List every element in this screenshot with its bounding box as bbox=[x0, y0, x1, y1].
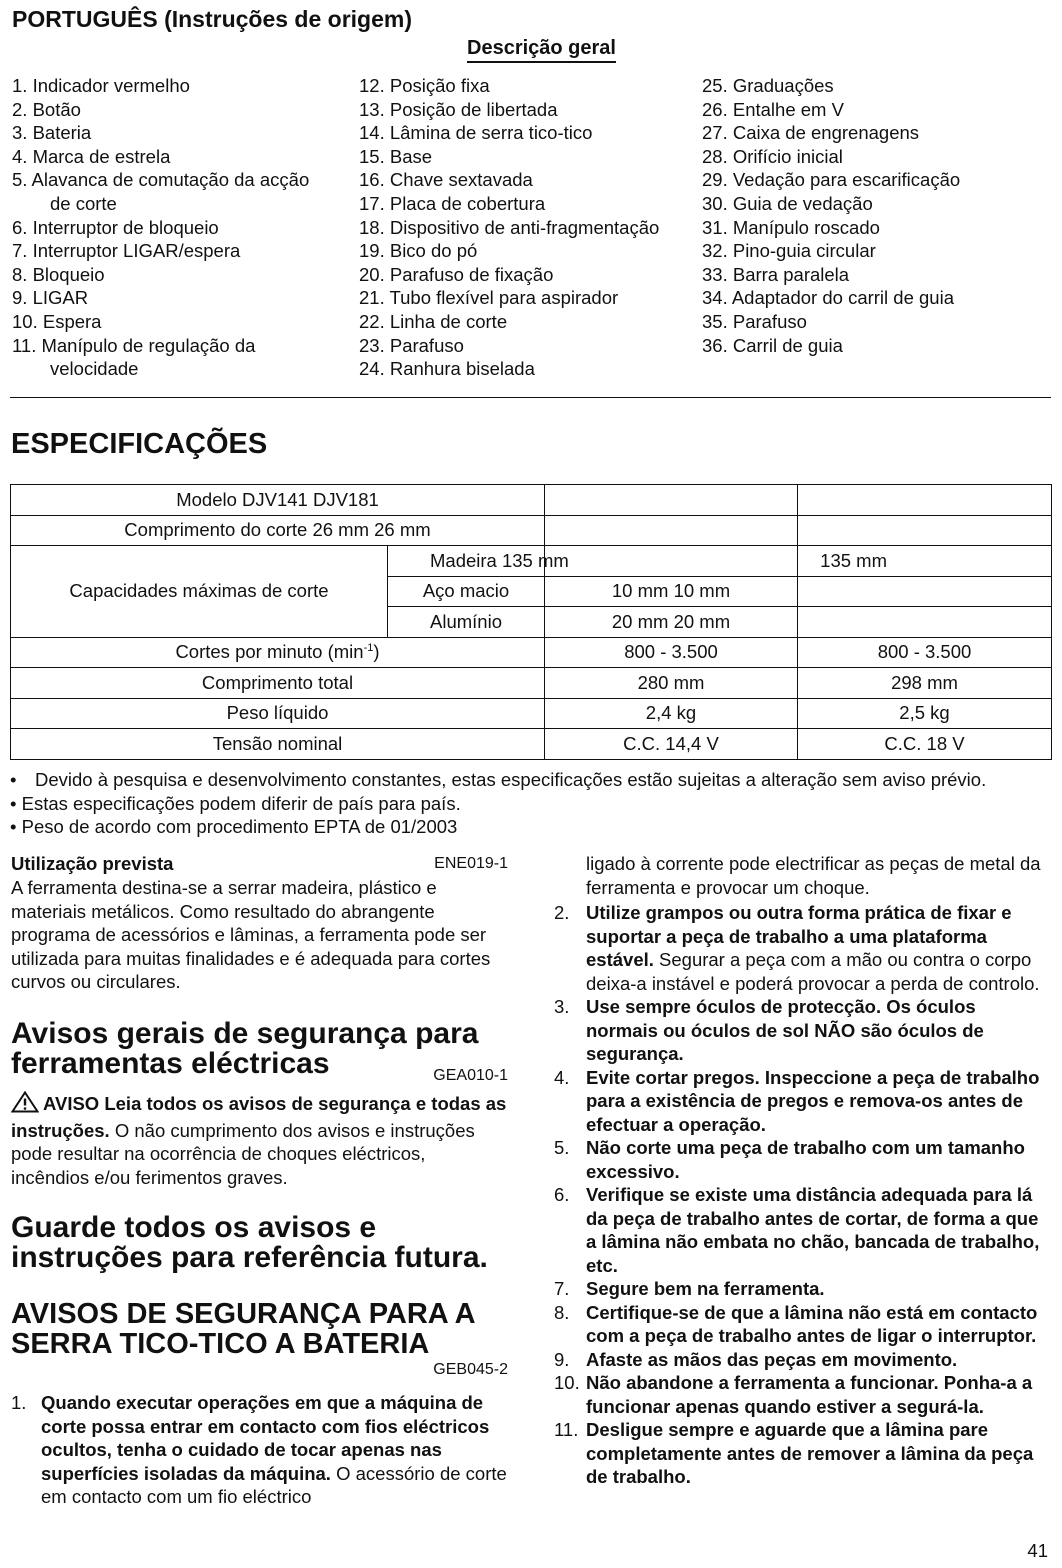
warning-text: O não cumprimento dos avisos e instruções pode resultar na ocorrência de choques eléctricos, incêndios e/ou ferimentos graves. bbox=[11, 1119, 475, 1188]
safety-item bbox=[554, 1301, 1051, 1348]
safety-item-text: ligado à corrente pode electrificar as peças de metal da ferramenta e provocar um choque. bbox=[586, 853, 1041, 898]
safety-item-text: Segurar a peça com a mão ou contra o corpo deixa-a instável e poderá provocar a perda de controlo. bbox=[586, 949, 1040, 994]
safety-item bbox=[554, 1348, 1051, 1372]
safety-item-bold: Verifique se existe uma distância adequada para lá da peça de trabalho antes de cortar, de forma a que a lâmina não embata no chão, bancada de trabalho, etc. bbox=[586, 1184, 1040, 1276]
keep-title-2: instruções para referência futura. bbox=[11, 1241, 488, 1274]
general-warnings-title-1: Avisos gerais de segurança para bbox=[11, 1017, 479, 1050]
safety-item-number: 9. bbox=[554, 1348, 570, 1370]
jigsaw-warnings-section bbox=[11, 1299, 508, 1509]
table-row bbox=[11, 698, 1052, 729]
keep-instructions-section bbox=[11, 1213, 508, 1273]
table-cell: Comprimento do corte 26 mm 26 mm bbox=[11, 515, 545, 546]
part-item: 29. Vedação para escarificação bbox=[702, 169, 961, 191]
part-item: 24. Ranhura biselada bbox=[359, 358, 535, 380]
intended-use-title: Utilização prevista bbox=[11, 853, 174, 874]
language-title: PORTUGUÊS (Instruções de origem) bbox=[12, 6, 413, 32]
safety-item-bold: Afaste as mãos das peças em movimento. bbox=[586, 1348, 958, 1370]
safety-item-number: 5. bbox=[554, 1137, 570, 1158]
specifications-title: ESPECIFICAÇÕES bbox=[11, 428, 268, 460]
table-cell: C.C. 18 V bbox=[798, 729, 1052, 760]
wood-value-2: 135 mm bbox=[820, 549, 887, 571]
safety-item bbox=[554, 1183, 1051, 1277]
table-row bbox=[11, 485, 1052, 516]
warning-bold: AVISO Leia todos os avisos de segurança e todas as instruções. bbox=[11, 1093, 507, 1141]
safety-item-number: 6. bbox=[554, 1184, 570, 1205]
part-item: 11. Manípulo de regulação da bbox=[12, 334, 256, 356]
table-cell bbox=[545, 485, 798, 516]
safety-item-number: 8. bbox=[554, 1301, 570, 1323]
parts-column-2 bbox=[359, 74, 694, 381]
bullet: • bbox=[10, 769, 17, 790]
parts-column-1 bbox=[12, 74, 352, 381]
table-cell: 800 - 3.500 bbox=[798, 637, 1052, 668]
table-cell: Tensão nominal bbox=[11, 729, 545, 760]
table-cell: Comprimento total bbox=[11, 668, 545, 699]
safety-item-number: 1. bbox=[11, 1392, 27, 1413]
table-cell: 20 mm 20 mm bbox=[545, 607, 798, 638]
note-item: • Peso de acordo com procedimento EPTA de 01/2003 bbox=[10, 816, 458, 838]
safety-item-bold: Use sempre óculos de protecção. Os óculos normais ou óculos de sol NÃO são óculos de segurança. bbox=[586, 996, 984, 1064]
safety-item-bold: Segure bem na ferramenta. bbox=[586, 1278, 825, 1299]
spm-close: ) bbox=[373, 641, 380, 663]
part-item: 1. Indicador vermelho bbox=[12, 75, 190, 96]
page-number: 41 bbox=[1027, 1540, 1048, 1561]
part-item: 3. Bateria bbox=[12, 122, 92, 144]
general-warnings-title-row bbox=[11, 1047, 508, 1084]
table-cell bbox=[798, 485, 1052, 516]
part-item: 34. Adaptador do carril de guia bbox=[702, 287, 954, 309]
table-row bbox=[11, 668, 1052, 699]
jigsaw-code: GEB045-2 bbox=[433, 1361, 508, 1378]
safety-item bbox=[554, 1371, 1051, 1418]
table-cell: Aço macio bbox=[388, 576, 545, 607]
part-item: 15. Base bbox=[359, 145, 433, 167]
safety-item bbox=[554, 1066, 1051, 1137]
part-item: 31. Manípulo roscado bbox=[702, 216, 880, 238]
part-item: 28. Orifício inicial bbox=[702, 145, 843, 167]
description-title: Descrição geral bbox=[467, 37, 616, 63]
part-item: 6. Interruptor de bloqueio bbox=[12, 216, 219, 238]
safety-item-bold: Desligue sempre e aguarde que a lâmina pare completamente antes de remover a lâmina da peça de trabalho. bbox=[586, 1419, 1034, 1487]
jigsaw-title-1: AVISOS DE SEGURANÇA PARA A bbox=[11, 1298, 476, 1330]
section-divider bbox=[10, 397, 1051, 398]
table-cell: Peso líquido bbox=[11, 698, 545, 729]
spec-notes bbox=[10, 768, 986, 839]
part-item: 36. Carril de guia bbox=[702, 334, 843, 356]
table-row bbox=[11, 546, 1052, 577]
table-cell bbox=[545, 515, 798, 546]
safety-item bbox=[554, 1277, 1051, 1301]
general-warnings-code: GEA010-1 bbox=[433, 1067, 508, 1084]
note-item: • Estas especificações podem diferir de país para país. bbox=[10, 792, 461, 814]
table-cell bbox=[798, 607, 1052, 638]
safety-item-number: 10. bbox=[554, 1372, 580, 1393]
part-item: 30. Guia de vedação bbox=[702, 192, 873, 214]
part-item: 19. Bico do pó bbox=[359, 240, 478, 262]
part-item: 26. Entalhe em V bbox=[702, 98, 844, 120]
part-item: 22. Linha de corte bbox=[359, 310, 508, 332]
table-cell: 10 mm 10 mm bbox=[545, 576, 798, 607]
part-item: 18. Dispositivo de anti-fragmentação bbox=[359, 216, 660, 238]
part-item: 25. Graduações bbox=[702, 75, 834, 96]
intended-use-heading bbox=[11, 852, 508, 876]
part-item: 10. Espera bbox=[12, 310, 102, 332]
part-item-continuation: velocidade bbox=[50, 358, 139, 380]
table-cell: 2,4 kg bbox=[545, 698, 798, 729]
parts-column-3 bbox=[702, 74, 1042, 357]
part-item: 20. Parafuso de fixação bbox=[359, 263, 554, 285]
part-item: 4. Marca de estrela bbox=[12, 145, 171, 167]
table-row bbox=[11, 637, 1052, 668]
specifications-table bbox=[10, 484, 1052, 760]
safety-item bbox=[554, 1418, 1051, 1489]
safety-item-number: 4. bbox=[554, 1066, 570, 1088]
part-item: 2. Botão bbox=[12, 98, 81, 120]
keep-title-1: Guarde todos os avisos e bbox=[11, 1211, 377, 1244]
safety-item bbox=[554, 995, 1051, 1066]
safety-item bbox=[11, 1391, 508, 1509]
part-item: 7. Interruptor LIGAR/espera bbox=[12, 240, 241, 262]
table-cell: Madeira 135 mm bbox=[388, 546, 545, 577]
table-row bbox=[11, 515, 1052, 546]
part-item: 27. Caixa de engrenagens bbox=[702, 122, 920, 144]
table-cell: 280 mm bbox=[545, 668, 798, 699]
part-item: 23. Parafuso bbox=[359, 334, 464, 356]
part-item: 21. Tubo flexível para aspirador bbox=[359, 287, 619, 309]
table-cell: Capacidades máximas de corte bbox=[11, 546, 388, 638]
table-cell: 800 - 3.500 bbox=[545, 637, 798, 668]
safety-item-bold: Utilize grampos ou outra forma prática de fixar e suportar a peça de trabalho a uma plataforma estável. bbox=[586, 902, 1012, 970]
note-text: Devido à pesquisa e desenvolvimento constantes, estas especificações estão sujeitas a alteração sem aviso prévio. bbox=[35, 769, 987, 790]
table-row bbox=[11, 729, 1052, 760]
part-item: 32. Pino-guia circular bbox=[702, 240, 876, 262]
spm-superscript: -1 bbox=[363, 642, 374, 655]
part-item: 5. Alavanca de comutação da acção bbox=[12, 169, 310, 191]
safety-list-continued bbox=[554, 852, 1051, 1489]
table-cell: Modelo DJV141 DJV181 bbox=[11, 485, 545, 516]
general-warnings-section bbox=[11, 1019, 508, 1189]
table-cell: C.C. 14,4 V bbox=[545, 729, 798, 760]
intended-use-section bbox=[11, 852, 508, 994]
table-cell: 298 mm bbox=[798, 668, 1052, 699]
part-item: 17. Placa de cobertura bbox=[359, 192, 546, 214]
safety-item-number: 2. bbox=[554, 902, 570, 923]
part-item: 16. Chave sextavada bbox=[359, 169, 533, 191]
safety-item-bold: Não abandone a ferramenta a funcionar. Ponha-a a funcionar apenas quando estiver a segurá-la. bbox=[586, 1372, 1033, 1417]
intended-use-code: ENE019-1 bbox=[434, 855, 508, 872]
table-cell bbox=[798, 576, 1052, 607]
part-item: 9. LIGAR bbox=[12, 287, 89, 309]
safety-item bbox=[554, 852, 1051, 899]
warning-triangle-icon bbox=[11, 1091, 39, 1119]
table-cell: 2,5 kg bbox=[798, 698, 1052, 729]
safety-item-number: 7. bbox=[554, 1278, 570, 1299]
part-item: 33. Barra paralela bbox=[702, 263, 850, 285]
table-cell bbox=[11, 637, 545, 668]
safety-item-bold: Evite cortar pregos. Inspeccione a peça de trabalho para a existência de pregos e remova-os antes de efectuar a operação. bbox=[586, 1066, 1040, 1135]
jigsaw-title-2: SERRA TICO-TICO A BATERIA bbox=[11, 1328, 430, 1360]
safety-item-text: O acessório de corte em contacto com um fio eléctrico bbox=[41, 1462, 507, 1507]
table-cell bbox=[798, 515, 1052, 546]
safety-item-bold: Quando executar operações em que a máquina de corte possa entrar em contacto com fios eléctricos ocultos, tenha o cuidado de tocar apenas nas superfícies isoladas da máquina. bbox=[41, 1392, 490, 1484]
spm-label: Cortes por minuto (min bbox=[175, 641, 364, 663]
part-item: 14. Lâmina de serra tico-tico bbox=[359, 122, 593, 144]
safety-item bbox=[554, 901, 1051, 995]
note-item bbox=[10, 768, 986, 792]
jigsaw-code-row bbox=[11, 1359, 508, 1381]
part-item: 12. Posição fixa bbox=[359, 75, 490, 96]
part-item-continuation: de corte bbox=[50, 192, 117, 214]
part-item: 13. Posição de libertada bbox=[359, 98, 558, 120]
safety-list bbox=[11, 1391, 508, 1509]
general-warnings-title-2: ferramentas eléctricas bbox=[11, 1047, 330, 1080]
table-cell bbox=[545, 546, 887, 577]
part-item: 8. Bloqueio bbox=[12, 263, 105, 285]
general-warnings-text bbox=[11, 1091, 508, 1189]
table-cell: Alumínio bbox=[388, 607, 545, 638]
safety-item-bold: Certifique-se de que a lâmina não está em contacto com a peça de trabalho antes de ligar o interruptor. bbox=[586, 1301, 1038, 1346]
safety-item-bold: Não corte uma peça de trabalho com um tamanho excessivo. bbox=[586, 1137, 1025, 1182]
safety-item-number: 11. bbox=[554, 1419, 579, 1440]
safety-item bbox=[554, 1136, 1051, 1183]
intended-use-text: A ferramenta destina-se a serrar madeira, plástico e materiais metálicos. Como resultado do abrangente programa de acessórios e lâminas, a ferramenta pode ser utilizada para muitas finalidades e é adequada para cortes curvos ou circulares. bbox=[11, 877, 491, 992]
safety-item-number: 3. bbox=[554, 996, 570, 1017]
part-item: 35. Parafuso bbox=[702, 310, 807, 332]
